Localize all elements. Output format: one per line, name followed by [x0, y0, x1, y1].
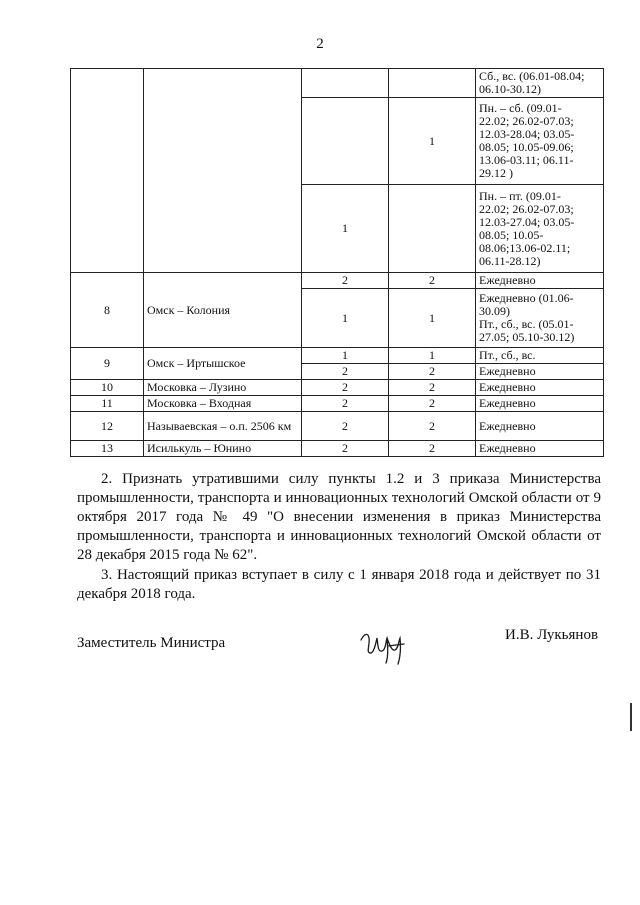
count-cell-b: 2 — [389, 396, 476, 412]
schedule-cell — [476, 441, 604, 457]
schedule-line: Пн. – пт. (09.01- — [479, 188, 561, 203]
schedule-line: 22.02; 26.02-07.03; — [479, 201, 574, 216]
route-name-cell — [144, 69, 302, 273]
table-row — [71, 441, 604, 457]
schedule-cell — [476, 185, 604, 273]
count-cell-b: 2 — [389, 364, 476, 380]
route-name-cell: Московка – Входная — [144, 396, 302, 412]
count-cell-a: 2 — [302, 412, 389, 441]
schedule-line: 29.12 ) — [479, 166, 513, 180]
paragraph-3: 3. Настоящий приказ вступает в силу с 1 января 2018 года и действует по 31 декабря 2018 года. — [77, 567, 601, 602]
count-cell-b: 1 — [389, 289, 476, 348]
table-row — [71, 69, 604, 98]
schedule-line: 30.09) — [479, 304, 510, 318]
route-number-cell: 11 — [71, 396, 144, 412]
count-cell-b: 1 — [389, 348, 476, 364]
schedule-cell — [476, 273, 604, 289]
table-row — [71, 380, 604, 396]
schedule-line: Ежедневно (01.06- — [479, 291, 574, 305]
count-cell-b: 2 — [389, 380, 476, 396]
schedule-cell — [476, 289, 604, 348]
schedule-line: 13.06-03.11; 06.11- — [479, 153, 574, 167]
schedule-line: Ежедневно — [479, 380, 536, 394]
schedule-line: 08.05; 10.05-09.06; — [479, 140, 574, 154]
table-row — [71, 396, 604, 412]
schedule-line: 06.11-28.12) — [479, 253, 541, 268]
count-cell-a — [302, 98, 389, 185]
table-row — [71, 412, 604, 441]
schedule-cell — [476, 348, 604, 364]
schedule-cell — [476, 364, 604, 380]
signer-title: Заместитель Министра — [77, 635, 226, 651]
schedule-line: 22.02; 26.02-07.03; — [479, 114, 574, 128]
schedule-line: 08.06;13.06-02.11; — [479, 240, 571, 255]
scan-edge-mark — [630, 703, 632, 731]
route-name-cell: Исилькуль – Юнино — [144, 441, 302, 457]
schedule-line: Ежедневно — [479, 441, 536, 455]
handwritten-signature — [358, 618, 410, 666]
route-name-cell: Омск – Иртышское — [144, 348, 302, 380]
paragraph-2: 2. Признать утратившими силу пункты 1.2 и 3 приказа Министерства промышленности, транспорта и инновационных технологий Омской области от 9 октября 2017 года № 49 "О внесении изменения в приказ Министерства промышленности, транспорта и инновационных технологий Омской области от 28 декабря 2015 года № 62". — [77, 471, 601, 563]
route-number-cell: 9 — [71, 348, 144, 380]
schedule-line: 27.05; 05.10-30.12) — [479, 330, 575, 344]
count-cell-a: 2 — [302, 364, 389, 380]
table-row — [71, 273, 604, 289]
route-number-cell: 8 — [71, 273, 144, 348]
schedule-line: Пт., сб., вс. (05.01- — [479, 317, 574, 331]
schedule-line: Ежедневно — [479, 364, 536, 378]
schedule-table — [70, 68, 604, 457]
count-cell-a: 1 — [302, 289, 389, 348]
page-number: 2 — [316, 36, 324, 52]
route-number-cell — [71, 69, 144, 273]
route-number-cell: 13 — [71, 441, 144, 457]
count-cell-a: 1 — [302, 185, 389, 273]
count-cell-b: 2 — [389, 441, 476, 457]
count-cell-a: 2 — [302, 380, 389, 396]
count-cell-b: 2 — [389, 273, 476, 289]
schedule-line: 08.05; 10.05- — [479, 227, 544, 242]
schedule-line: 06.10-30.12) — [479, 82, 541, 96]
schedule-line: Ежедневно — [479, 396, 536, 410]
count-cell-b: 2 — [389, 412, 476, 441]
count-cell-a: 2 — [302, 273, 389, 289]
schedule-line: 12.03-27.04; 03.05- — [479, 214, 575, 229]
schedule-cell — [476, 412, 604, 441]
count-cell-b — [389, 69, 476, 98]
schedule-line: Ежедневно — [479, 273, 536, 287]
route-number-cell: 10 — [71, 380, 144, 396]
route-name-cell: Называевская – о.п. 2506 км — [144, 412, 302, 441]
schedule-line: Пн. – сб. (09.01- — [479, 101, 562, 115]
count-cell-b — [389, 185, 476, 273]
schedule-line: Ежедневно — [479, 418, 536, 433]
schedule-cell — [476, 98, 604, 185]
route-name-cell: Омск – Колония — [144, 273, 302, 348]
schedule-line: Пт., сб., вс. — [479, 348, 536, 362]
signer-name: И.В. Лукьянов — [505, 627, 599, 643]
schedule-line: 12.03-28.04; 03.05- — [479, 127, 575, 141]
table-row — [71, 348, 604, 364]
schedule-cell — [476, 380, 604, 396]
route-number-cell: 12 — [71, 412, 144, 441]
schedule-line: Сб., вс. (06.01-08.04; — [479, 69, 585, 83]
count-cell-a: 1 — [302, 348, 389, 364]
schedule-cell — [476, 69, 604, 98]
schedule-cell — [476, 396, 604, 412]
count-cell-a — [302, 69, 389, 98]
route-name-cell: Московка – Лузино — [144, 380, 302, 396]
count-cell-a: 2 — [302, 441, 389, 457]
count-cell-a: 2 — [302, 396, 389, 412]
count-cell-b: 1 — [389, 98, 476, 185]
